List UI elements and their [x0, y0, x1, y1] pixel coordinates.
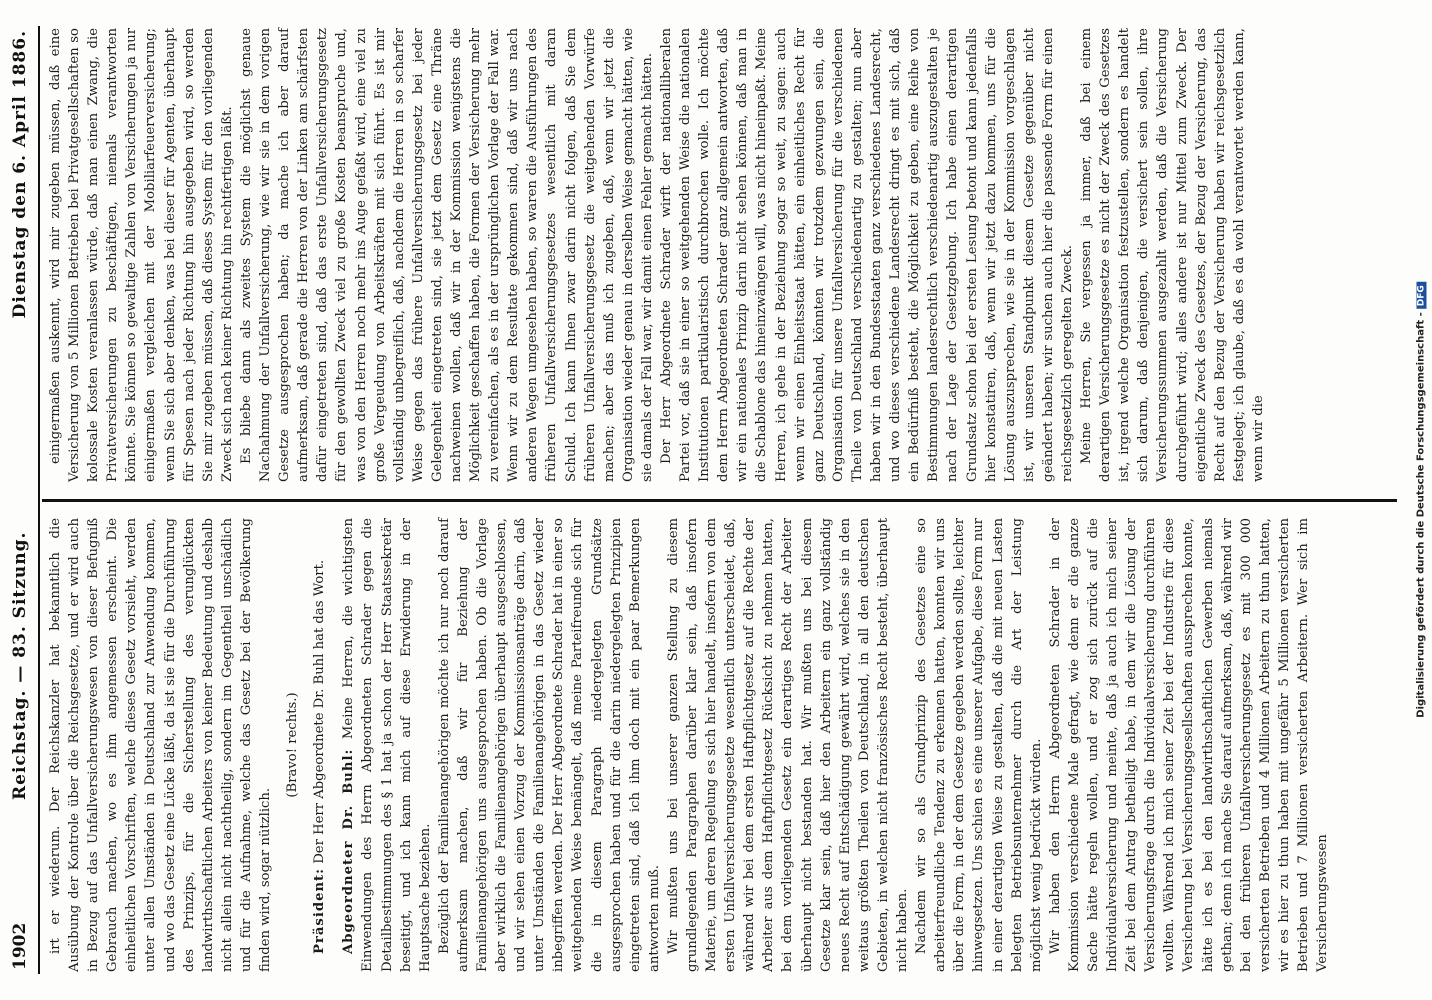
paragraph: Wir haben den Herrn Abgeordneten Schrader in der Kommission verschiedene Male gefragt, wie denn er die ganze Sache hätte regeln wollen, und er zog sich zurück auf die Individualversicherung und meinte, daß ja auch ich mich seiner Zeit bei dem Antrag betheiligt habe, in dem wir die Lösung der Versicherungsfrage durch die Individualversicherung durchführen wollten. Während ich mich seiner Zeit bei der Industrie für diese Versicherung bei Versicherungsgesellschaften aussprechen konnte, hätte ich es bei den landwirthschaftlichen Gewerben niemals gethan; denn ich mache Sie darauf aufmerksam, daß, während wir bei den früheren Unfallversicherungsgesetz es mit 300 000 versicherten Betrieben und 4 Millionen Arbeitern zu thun hatten, wir es hier zu thun haben mit ungefähr 5 Millionen versicherten Betrieben und 7 Millionen versicherten Arbeitern. Wer sich im Versicherungswesen [1047, 518, 1331, 972]
paragraph: Es bliebe dann als zweites System die möglichst genaue Nachahmung der Unfallversicherung, wie wir sie in dem vorigen Gesetze ausgesprochen haben; da mache ich aber darauf aufmerksam, daß gerade die Herren von der Linken am schärfsten dafür eingetreten sind, daß das erste Unfallversicherungsgesetz für den gewollten Zweck viel zu große Kosten beanspruche und, was von den Herren noch mehr ins Auge gefaßt wird, eine viel zu große Vergeudung von Arbeitskräften mit sich führt. Es ist mir vollständig unbegreiflich, daß, nachdem die Herren in so scharfer Weise gegen das frühere Unfallversicherungsgesetz bei jeder Gelegenheit eingetreten sind, sie jetzt dem Gesetz eine Thräne nachweinen wollen, daß wir in der Kommission wenigstens die Möglichkeit geschaffen haben, die Formen der Versicherung mehr zu vereinfachen, als es in der ursprünglichen Vorlage der Fall war. Wenn wir zu dem Resultate gekommen sind, daß wir uns nach anderen Wegen umgesehen haben, so waren die Ausführungen des früheren Unfallversicherungsgesetzes wesentlich mit daran Schuld. Ich kann Ihnen zwar darin nicht folgen, daß Sie dem früheren Unfallversicherungsgesetz die weitgehenden Vorwürfe machen; aber das muß ich zugeben, daß, wenn wir jetzt die Organisation wieder genau in derselben Weise gemacht hätten, wie sie damals der Fall war, wir damit einen Fehler gemacht hätten. [238, 28, 655, 482]
paragraph: irt er wiederum. Der Reichskanzler hat bekanntlich die Ausübung der Kontrole über die Reichsgesetze, und er wird auch in Bezug auf das Unfallversicherungswesen von dieser Befugniß Gebrauch machen, wo es ihm angemessen erscheint. Die einheitlichen Vorschriften, welche dieses Gesetz vorsieht, werden unter allen Umständen in Deutschland zur Anwendung kommen, und wo das Gesetz eine Lücke läßt, da ist sie für die Durchführung des Prinzips, für die Sicherstellung des verunglückten landwirthschaftlichen Arbeiters von keiner Bedeutung und deshalb nicht allein nicht nachtheilig, sondern im Gegentheil unschädlich und für die Aufnahme, welche das Gesetz bei der Bevölkerung finden wird, sogar nützlich. [48, 518, 274, 972]
right-column [46, 28, 1268, 482]
digitization-note [1414, 30, 1428, 970]
paragraph: Wir mußten uns bei unserer ganzen Stellung zu diesem grundlegenden Paragraphen darüber klar sein, daß insofern Materie, um deren Regelung es sich hier handelt, insofern von dem ersten Unfallversicherungsgesetze wesentlich unterscheidet, daß, während wir bei dem ersten Haftpflichtgesetz auf die Rechte der Arbeiter aus dem Haftpflichtgesetz Rücksicht zu nehmen hatten, bei dem vorliegenden Gesetz ein derartiges Recht der Arbeiter überhaupt nicht bestanden hat. Wir mußten uns bei diesem Gesetze klar sein, daß hier den Arbeitern ein ganz vollständig neues Recht auf Entschädigung gewährt wird, welches sie in den weitaus größten Theilen von Deutschland, in all den deutschen Gebieten, in welchen nicht französisches Recht besteht, überhaupt nicht haben. [665, 518, 911, 972]
dfg-logo: DFG [1417, 282, 1427, 309]
paragraph: Bezüglich der Familienangehörigen möchte ich nur noch darauf aufmerksam machen, daß wir für Beziehung der Familienangehörigen uns ausgesprochen haben. Ob die Vorlage aber wirklich die Familienangehörigen überhaupt ausgeschlossen, und wir sehen einen Vorzug der Kommissionsanträge darin, daß unter Umständen die Familienangehörigen in das Gesetz wieder inbegriffen werden. Der Herr Abgeordnete Schrader hat in einer so weitgehenden Weise bemängelt, daß meine Parteifreunde sich für die in diesem Paragraph niedergelegten Grundsätze ausgesprochen haben und für die darin niedergelegten Prinzipien eingetreten sind, daß ich ihm doch mit ein paar Bemerkungen antworten muß. [436, 518, 662, 972]
speaker-label: Präsident: [312, 867, 328, 954]
column-divider [42, 499, 1397, 502]
speech-text: Meine Herren, die wichtigsten Einwendungen des Herrn Abgeordneten Schrader gegen die Detailbestimmungen des § 1 hat ja schon der Herr Staatssekretär beseitigt, und ich kann mich auf diese Erwiderung in der Hauptsache beziehen. [341, 518, 433, 972]
session-date: Dienstag den 6. April 1886. [10, 30, 30, 319]
paragraph: Meine Herren, Sie vergessen ja immer, daß bei einem derartigen Versicherungsgesetze es nicht der Zweck des Gesetzes ist, irgend welche Organisation festzustellen, sondern es handelt sich darum, daß denjenigen, die versichert sein sollen, ihre Versicherungssummen ausgezahlt werden, daß die Versicherung durchgeführt wird; alles andere ist nur Mittel zum Zweck. Der eigentliche Zweck des Gesetzes, der Bezug der Versicherung, das Recht auf den Bezug der Versicherung haben wir reichsgesetzlich festgelegt; ich glaube, daß es da wohl verantwortet werden kann, wenn wir die [1079, 28, 1266, 482]
page-header [6, 30, 36, 970]
buhl-paragraph [339, 518, 434, 972]
paragraph: Der Herr Abgeordnete Schrader wirft der nationalliberalen Partei vor, daß sie in einer so weitgehenden Weise die nationalen Institutionen partikularistisch durchbrochen wolle. Ich möchte dem Herrn Abgeordneten Schrader ganz allgemein antworten, daß wir ein nationales Prinzip darin nicht sehen können, daß man in die Schablone das hineinzwängen will, was nicht hineinpaßt. Meine Herren, ich gehe in der Beziehung sogar so weit, zu sagen: auch wenn wir einen Einheitsstaat hätten, ein einheitliches Recht für ganz Deutschland, könnten wir trotzdem gezwungen sein, die Organisation für unsere Unfallversicherung für die verschiedenen Theile von Deutschland verschiedenartig zu gestalten; nun aber haben wir in den Bundesstaaten ganz verschiedenes Landesrecht, und wo dieses verschiedene Landesrecht dringt es mit sich, daß ein Bedürfniß besteht, die Möglichkeit zu geben, eine Reihe von Bestimmungen landesrechtlich verschiedenartig auszugestalten je nach der Lage der Gesetzgebung. Ich habe einen derartigen Grundsatz schon bei der ersten Lesung betont und kann jedenfalls hier konstatiren, daß, wenn wir jetzt dazu kommen, uns für die Lösung auszusprechen, wie sie in der Kommission vorgeschlagen ist, wir unseren Standpunkt diesem Gesetze gegenüber nicht geändert haben; wir suchen auch hier die passende Form für einen reichsgesetzlich geregelten Zweck. [659, 28, 1075, 482]
speaker-label: Abgeordneter Dr. Buhl: [341, 748, 357, 954]
paragraph: einigermaßen auskennt, wird mir zugeben müssen, daß eine Versicherung von 5 Millionen Betrieben bei Privatgesellschaften so kolossale Kosten veranlassen würde, daß man einen Zwang, die Privatversicherungen zu beschäftigen, niemals verantworten könnte. Sie können so gewaltige Zahlen von Versicherungen ja nur einigermaßen vergleichen mit der Mobiliarfeuerversicherung; wenn Sie sich aber denken, was bei dieser für Agenten, überhaupt für Spesen nach jeder Richtung hin ausgegeben wird, so werden Sie mir zugeben müssen, daß dieses System für den vorliegenden Zweck sich nach keiner Richtung hin rechtfertigen läßt. [48, 28, 235, 482]
header-rule [38, 26, 40, 974]
paragraph: Nachdem wir so als Grundprinzip des Gesetzes eine so arbeiterfreundliche Tendenz zu erkennen hatten, konnten wir uns über die Form, in der dem Gesetze gegeben werden sollte, leichter hinwegsetzen. Uns schien es eine unserer Aufgabe, diese Form nur in einer derartigen Weise zu gestalten, daß die mit neuen Lasten belegten Betriebsunternehmer durch die Art der Leistung möglichst wenig bedrückt würden. [914, 518, 1044, 972]
session-title: Reichstag. — 83. Sitzung. [10, 531, 30, 800]
president-paragraph [310, 518, 329, 972]
applause-note: (Bravo! rechts.) [285, 692, 301, 798]
page-number: 1902 [10, 922, 30, 970]
funding-note-text: Digitalisierung gefördert durch die Deutsche Forschungsgemeinschaft - [1415, 312, 1427, 718]
speech-text: Der Herr Abgeordnete Dr. Buhl hat das Wort. [312, 559, 328, 864]
left-column [46, 518, 1332, 972]
